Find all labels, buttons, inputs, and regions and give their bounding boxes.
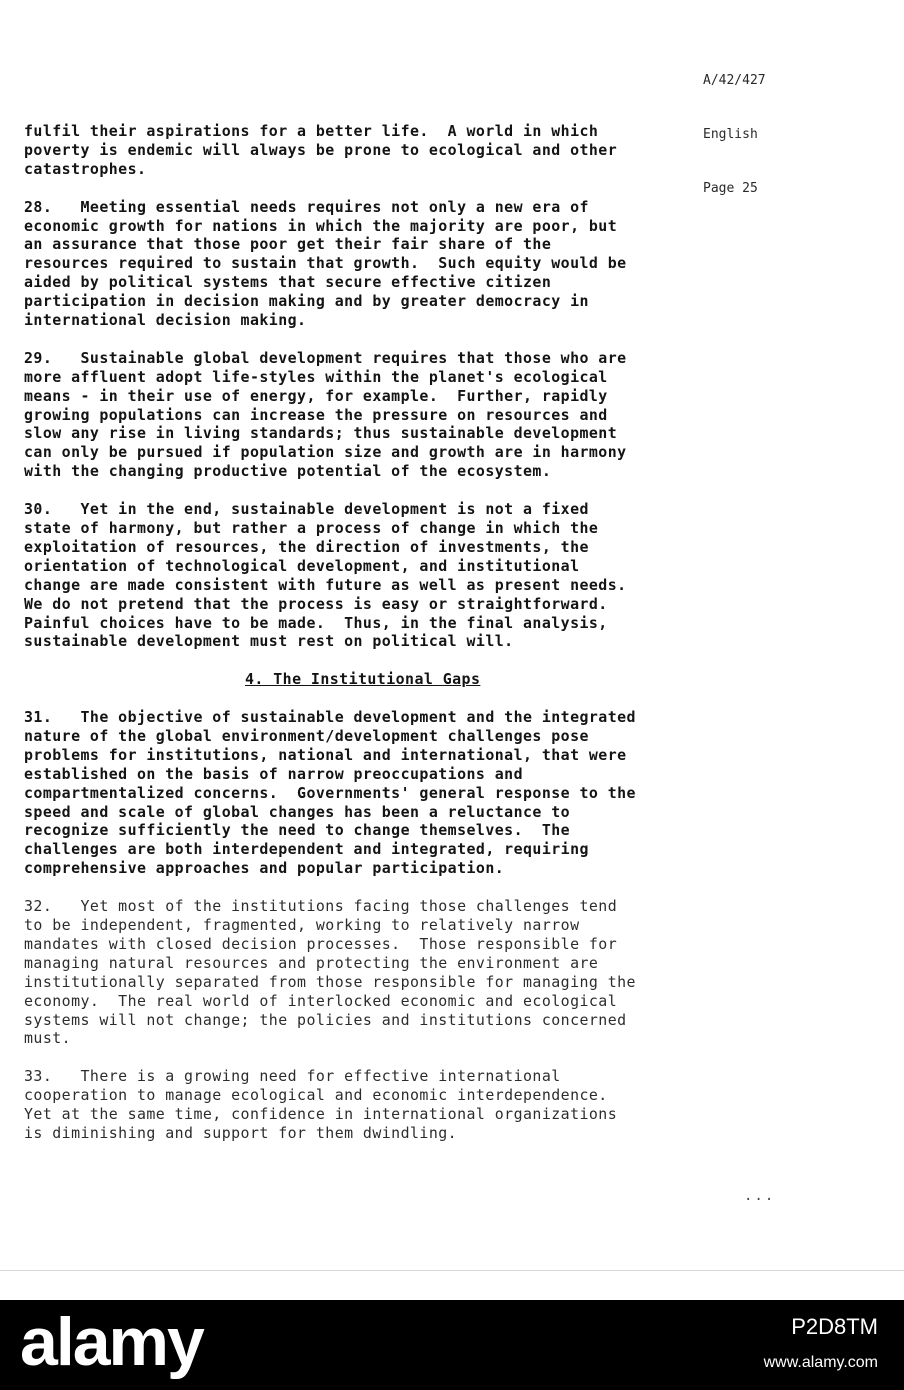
watermark-site: www.alamy.com: [763, 1354, 878, 1371]
continuation-marker: ...: [744, 1188, 776, 1204]
paragraph-p31: [24, 708, 784, 878]
text-line: managing natural resources and protecting the environment are: [24, 953, 599, 972]
text-line: slow any rise in living standards; thus sustainable development: [24, 424, 618, 443]
paragraph-p33: [24, 1067, 784, 1143]
text-line: international decision making.: [24, 311, 307, 330]
text-line: fulfil their aspirations for a better life. A world in which: [24, 122, 599, 140]
text-line: more affluent adopt life-styles within the planet's ecological: [24, 367, 608, 386]
text-line: established on the basis of narrow preoccupations and: [24, 764, 523, 783]
page-number: Page 25: [703, 181, 758, 196]
text-line: compartmentalized concerns. Governments' general response to the: [24, 783, 636, 802]
text-line: means - in their use of energy, for example. Further, rapidly: [24, 386, 608, 405]
text-line: can only be pursued if population size and growth are in harmony: [24, 443, 627, 462]
section-heading: 4. The Institutional Gaps: [245, 670, 481, 689]
text-line: is diminishing and support for them dwindling.: [24, 1123, 458, 1142]
text-line: We do not pretend that the process is easy or straightforward.: [24, 594, 608, 613]
watermark-logo: alamy: [20, 1304, 203, 1380]
text-line: exploitation of resources, the direction of investments, the: [24, 537, 589, 556]
text-line: recognize sufficiently the need to change themselves. The: [24, 821, 571, 840]
spacer: [24, 651, 784, 670]
watermark-banner: [0, 1300, 904, 1390]
text-line: state of harmony, but rather a process of change in which the: [24, 518, 599, 537]
text-line: poverty is endemic will always be prone to ecological and other: [24, 140, 618, 159]
text-line: 29. Sustainable global development requires that those who are: [24, 348, 627, 367]
text-line: 28. Meeting essential needs requires not only a new era of: [24, 197, 589, 216]
text-line: systems will not change; the policies and institutions concerned: [24, 1010, 627, 1029]
document-symbol: A/42/427: [703, 73, 766, 88]
text-line: institutionally separated from those responsible for managing the: [24, 972, 636, 991]
text-line: orientation of technological development, and institutional: [24, 556, 580, 575]
document-language: English: [703, 127, 758, 142]
document-body: [24, 122, 784, 1143]
spacer: [24, 179, 784, 198]
text-line: Painful choices have to be made. Thus, in the final analysis,: [24, 613, 608, 632]
paragraph-cont: [24, 122, 784, 179]
paragraph-group-before: [24, 122, 784, 651]
text-line: nature of the global environment/development challenges pose: [24, 726, 589, 745]
text-line: mandates with closed decision processes. Those responsible for: [24, 934, 618, 953]
text-line: 32. Yet most of the institutions facing those challenges tend: [24, 897, 618, 916]
text-line: aided by political systems that secure effective citizen: [24, 273, 552, 292]
text-line: 33. There is a growing need for effective international: [24, 1067, 561, 1086]
text-line: economy. The real world of interlocked economic and ecological: [24, 991, 618, 1010]
text-line: participation in decision making and by greater democracy in: [24, 292, 589, 311]
text-line: catastrophes.: [24, 159, 147, 178]
paragraph-group-after: [24, 708, 784, 1143]
text-line: speed and scale of global changes has been a reluctance to: [24, 802, 571, 821]
text-line: Yet at the same time, confidence in international organizations: [24, 1105, 618, 1124]
spacer: [24, 481, 784, 500]
text-line: must.: [24, 1029, 72, 1048]
text-line: change are made consistent with future as well as present needs.: [24, 575, 627, 594]
text-line: sustainable development must rest on political will.: [24, 632, 514, 651]
text-line: challenges are both interdependent and integrated, requiring: [24, 840, 589, 859]
watermark-image-id: P2D8TM: [791, 1314, 878, 1339]
paragraph-p32: [24, 897, 784, 1048]
spacer: [24, 689, 784, 708]
text-line: problems for institutions, national and international, that were: [24, 745, 627, 764]
text-line: 31. The objective of sustainable development and the integrated: [24, 708, 636, 727]
spacer: [24, 878, 784, 897]
paragraph-p28: [24, 198, 784, 330]
paragraph-p29: [24, 349, 784, 481]
paragraph-p30: [24, 500, 784, 651]
spacer: [24, 330, 784, 349]
text-line: economic growth for nations in which the majority are poor, but: [24, 216, 618, 235]
text-line: comprehensive approaches and popular participation.: [24, 859, 505, 878]
text-line: to be independent, fragmented, working to relatively narrow: [24, 915, 580, 934]
text-line: resources required to sustain that growth. Such equity would be: [24, 254, 627, 273]
page-bottom-rule: [0, 1270, 904, 1271]
text-line: with the changing productive potential of the ecosystem.: [24, 462, 552, 481]
text-line: growing populations can increase the pressure on resources and: [24, 405, 608, 424]
text-line: cooperation to manage ecological and economic interdependence.: [24, 1086, 608, 1105]
spacer: [24, 1048, 784, 1067]
text-line: an assurance that those poor get their fair share of the: [24, 235, 552, 254]
text-line: 30. Yet in the end, sustainable development is not a fixed: [24, 500, 589, 519]
